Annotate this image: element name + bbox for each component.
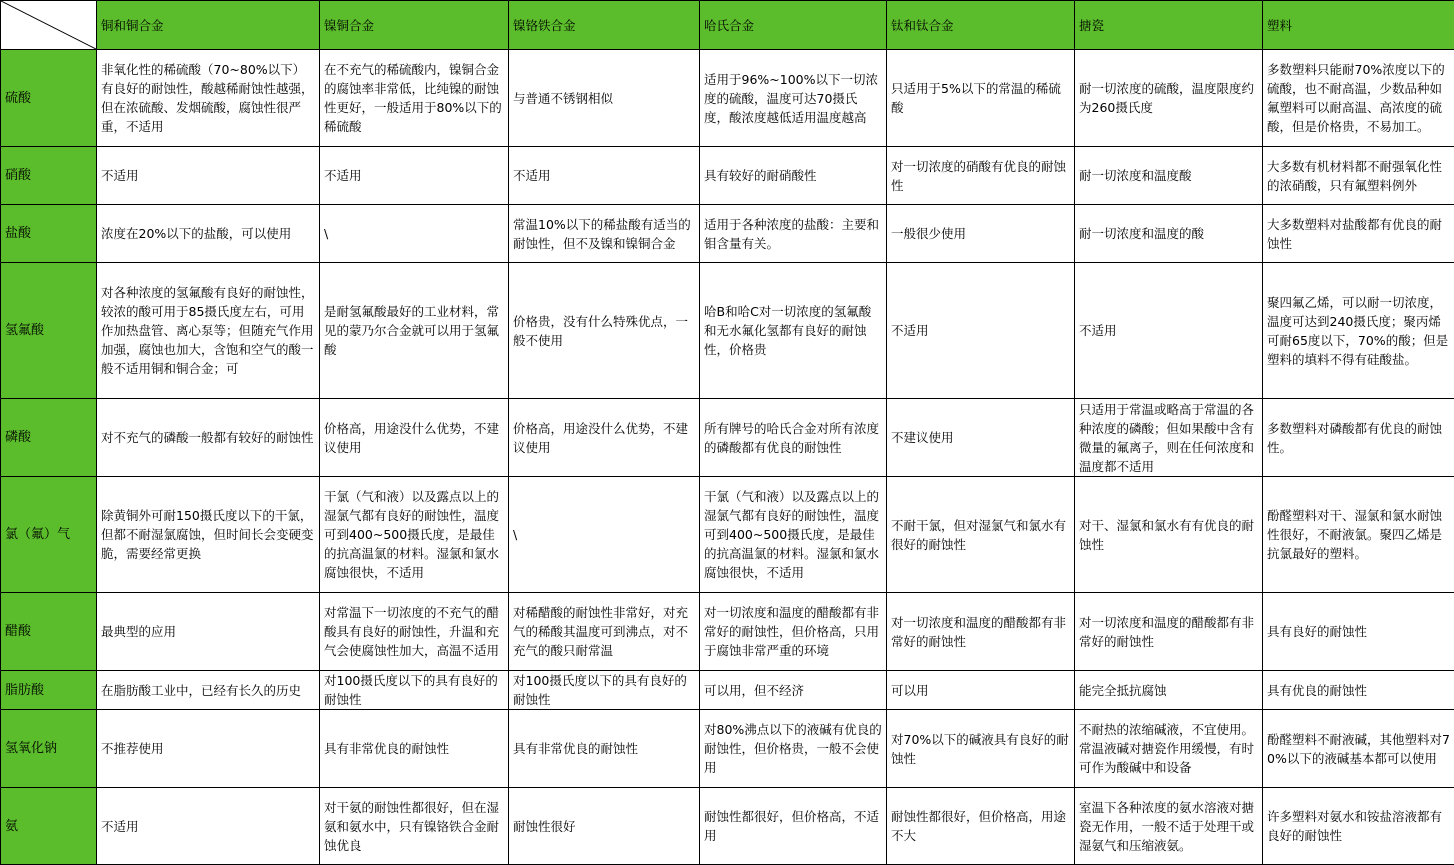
- row-header-cell: 磷酸: [1, 399, 97, 477]
- table-cell: 干氯（气和液）以及露点以上的湿氯气都有良好的耐蚀性，温度可到400~500摄氏度，是最佳的抗高温氯的材料。湿氯和氯水腐蚀很快，不适用: [320, 477, 509, 593]
- table-row: [1, 710, 1454, 788]
- row-header-cell: 氢氟酸: [1, 263, 97, 399]
- table-row: [1, 399, 1454, 477]
- table-cell: 价格高，用途没什么优势，不建议使用: [509, 399, 700, 477]
- table-cell: 不适用: [320, 147, 509, 205]
- table-cell: \: [320, 205, 509, 263]
- table-cell: 酚醛塑料不耐液碱，其他塑料对70%以下的液碱基本都可以使用: [1263, 710, 1454, 788]
- table-cell: 常温10%以下的稀盐酸有适当的耐蚀性，但不及镍和镍铜合金: [509, 205, 700, 263]
- table-cell: 对一切浓度的硝酸有优良的耐蚀性: [887, 147, 1075, 205]
- table-cell: 大多数塑料对盐酸都有优良的耐蚀性: [1263, 205, 1454, 263]
- table-cell: 具有较好的耐硝酸性: [700, 147, 887, 205]
- table-cell: 许多塑料对氨水和铵盐溶液都有良好的耐蚀性: [1263, 788, 1454, 865]
- table-cell: 对70%以下的碱液具有良好的耐蚀性: [887, 710, 1075, 788]
- table-cell: 大多数有机材料都不耐强氧化性的浓硝酸，只有氟塑料例外: [1263, 147, 1454, 205]
- row-header-cell: 氢氧化钠: [1, 710, 97, 788]
- table-cell: 对100摄氏度以下的具有良好的耐蚀性: [509, 671, 700, 710]
- table-cell: \: [509, 477, 700, 593]
- table-cell: 一般很少使用: [887, 205, 1075, 263]
- table-cell: 除黄铜外可耐150摄氏度以下的干氯，但都不耐湿氯腐蚀，但时间长会变硬变脆，需要经常更换: [97, 477, 320, 593]
- table-cell: 具有非常优良的耐蚀性: [509, 710, 700, 788]
- table-cell: 聚四氟乙烯，可以耐一切浓度，温度可达到240摄氏度；聚丙烯可耐65度以下，70%的酸；但是塑料的填料不得有硅酸盐。: [1263, 263, 1454, 399]
- table-cell: 耐蚀性都很好，但价格高，不适用: [700, 788, 887, 865]
- table-row: [1, 263, 1454, 399]
- table-cell: 对各种浓度的氢氟酸有良好的耐蚀性，较浓的酸可用于85摄氏度左右，可用作加热盘管、离心泵等；但随充气作用加强，腐蚀也加大，含饱和空气的酸一般不适用铜和铜合金；可: [97, 263, 320, 399]
- table-cell: 所有牌号的哈氏合金对所有浓度的磷酸都有优良的耐蚀性: [700, 399, 887, 477]
- row-header-cell: 硝酸: [1, 147, 97, 205]
- table-cell: 不适用: [509, 147, 700, 205]
- table-cell: 对一切浓度和温度的醋酸都有非常好的耐蚀性: [887, 593, 1075, 671]
- table-cell: 耐一切浓度的硫酸，温度限度约为260摄氏度: [1075, 50, 1263, 147]
- table-cell: 不适用: [1075, 263, 1263, 399]
- table-row: [1, 788, 1454, 865]
- table-cell: 不适用: [97, 147, 320, 205]
- table-cell: 具有优良的耐蚀性: [1263, 671, 1454, 710]
- row-header-cell: 硫酸: [1, 50, 97, 147]
- table-cell: 对80%沸点以下的液碱有优良的耐蚀性，但价格贵，一般不会使用: [700, 710, 887, 788]
- header-cell: 镍铜合金: [320, 1, 509, 50]
- header-cell: 铜和铜合金: [97, 1, 320, 50]
- table-cell: 对稀醋酸的耐蚀性非常好，对充气的稀酸其温度可到沸点，对不充气的酸只耐常温: [509, 593, 700, 671]
- table-cell: 能完全抵抗腐蚀: [1075, 671, 1263, 710]
- table-cell: 耐蚀性很好: [509, 788, 700, 865]
- table-cell: 最典型的应用: [97, 593, 320, 671]
- table-cell: 哈B和哈C对一切浓度的氢氟酸和无水氟化氢都有良好的耐蚀性，价格贵: [700, 263, 887, 399]
- header-cell: 搪瓷: [1075, 1, 1263, 50]
- table-cell: 对不充气的磷酸一般都有较好的耐蚀性: [97, 399, 320, 477]
- row-header-cell: 氯（氟）气: [1, 477, 97, 593]
- table-cell: 耐一切浓度和温度的酸: [1075, 205, 1263, 263]
- table-cell: 可以用，但不经济: [700, 671, 887, 710]
- table-cell: 对干氨的耐蚀性都很好，但在湿氨和氨水中，只有镍铬铁合金耐蚀优良: [320, 788, 509, 865]
- header-cell: 钛和钛合金: [887, 1, 1075, 50]
- table-row: [1, 671, 1454, 710]
- table-cell: 浓度在20%以下的盐酸，可以使用: [97, 205, 320, 263]
- table-row: [1, 205, 1454, 263]
- table-cell: 在不充气的稀硫酸内，镍铜合金的腐蚀率非常低，比纯镍的耐蚀性更好，一般适用于80%以下的稀硫酸: [320, 50, 509, 147]
- table-cell: 适用于96%~100%以下一切浓度的硫酸，温度可达70摄氏度，酸浓度越低适用温度越高: [700, 50, 887, 147]
- table-cell: 在脂肪酸工业中，已经有长久的历史: [97, 671, 320, 710]
- table-cell: 耐一切浓度和温度酸: [1075, 147, 1263, 205]
- table-cell: 不推荐使用: [97, 710, 320, 788]
- row-header-cell: 盐酸: [1, 205, 97, 263]
- corner-cell: [1, 1, 97, 50]
- table-cell: 只适用于5%以下的常温的稀硫酸: [887, 50, 1075, 147]
- table-cell: 价格高，用途没什么优势，不建议使用: [320, 399, 509, 477]
- table-cell: 室温下各种浓度的氨水溶液对搪瓷无作用，一般不适于处理干或湿氨气和压缩液氨。: [1075, 788, 1263, 865]
- row-header-cell: 脂肪酸: [1, 671, 97, 710]
- table-cell: 与普通不锈钢相似: [509, 50, 700, 147]
- table-cell: 对常温下一切浓度的不充气的醋酸具有良好的耐蚀性，升温和充气会使腐蚀性加大，高温不适用: [320, 593, 509, 671]
- table-row: [1, 50, 1454, 147]
- table-cell: 酚醛塑料对干、湿氯和氯水耐蚀性很好，不耐液氯。聚四乙烯是抗氯最好的塑料。: [1263, 477, 1454, 593]
- table-cell: 对一切浓度和温度的醋酸都有非常好的耐蚀性: [1075, 593, 1263, 671]
- table-cell: 价格贵，没有什么特殊优点，一般不使用: [509, 263, 700, 399]
- header-cell: 塑料: [1263, 1, 1454, 50]
- table-cell: 适用于各种浓度的盐酸：主要和钼含量有关。: [700, 205, 887, 263]
- table-cell: 不适用: [887, 263, 1075, 399]
- table-cell: 非氧化性的稀硫酸（70~80%以下）有良好的耐蚀性，酸越稀耐蚀性越强，但在浓硫酸、发烟硫酸，腐蚀性很严重，不适用: [97, 50, 320, 147]
- header-cell: 镍铬铁合金: [509, 1, 700, 50]
- table-cell: 只适用于常温或略高于常温的各种浓度的磷酸；但如果酸中含有微量的氟离子，则在任何浓度和温度都不适用: [1075, 399, 1263, 477]
- table-row: [1, 147, 1454, 205]
- table-cell: 具有非常优良的耐蚀性: [320, 710, 509, 788]
- row-header-cell: 醋酸: [1, 593, 97, 671]
- table-row: [1, 477, 1454, 593]
- table-cell: 可以用: [887, 671, 1075, 710]
- table-cell: 对一切浓度和温度的醋酸都有非常好的耐蚀性，但价格高，只用于腐蚀非常严重的环境: [700, 593, 887, 671]
- header-cell: 哈氏合金: [700, 1, 887, 50]
- table-cell: 干氯（气和液）以及露点以上的湿氯气都有良好的耐蚀性，温度可到400~500摄氏度，是最佳的抗高温氯的材料。湿氯和氯水腐蚀很快，不适用: [700, 477, 887, 593]
- table-cell: 耐蚀性都很好，但价格高，用途不大: [887, 788, 1075, 865]
- table-cell: 对干、湿氯和氯水有有优良的耐蚀性: [1075, 477, 1263, 593]
- header-row: [1, 1, 1454, 50]
- table-cell: 不适用: [97, 788, 320, 865]
- table-cell: 不建议使用: [887, 399, 1075, 477]
- table-cell: 不耐热的浓缩碱液，不宜使用。常温液碱对搪瓷作用缓慢，有时可作为酸碱中和设备: [1075, 710, 1263, 788]
- table-cell: 是耐氢氟酸最好的工业材料，常见的蒙乃尔合金就可以用于氢氟酸: [320, 263, 509, 399]
- table-cell: 对100摄氏度以下的具有良好的耐蚀性: [320, 671, 509, 710]
- table-cell: 不耐干氯，但对湿氯气和氯水有很好的耐蚀性: [887, 477, 1075, 593]
- diagonal-line-icon: [1, 1, 96, 49]
- table-cell: 多数塑料只能耐70%浓度以下的硫酸，也不耐高温，少数品种如氟塑料可以耐高温、高浓度的硫酸，但是价格贵，不易加工。: [1263, 50, 1454, 147]
- table-cell: 多数塑料对磷酸都有优良的耐蚀性。: [1263, 399, 1454, 477]
- row-header-cell: 氨: [1, 788, 97, 865]
- table-cell: 具有良好的耐蚀性: [1263, 593, 1454, 671]
- table-row: [1, 593, 1454, 671]
